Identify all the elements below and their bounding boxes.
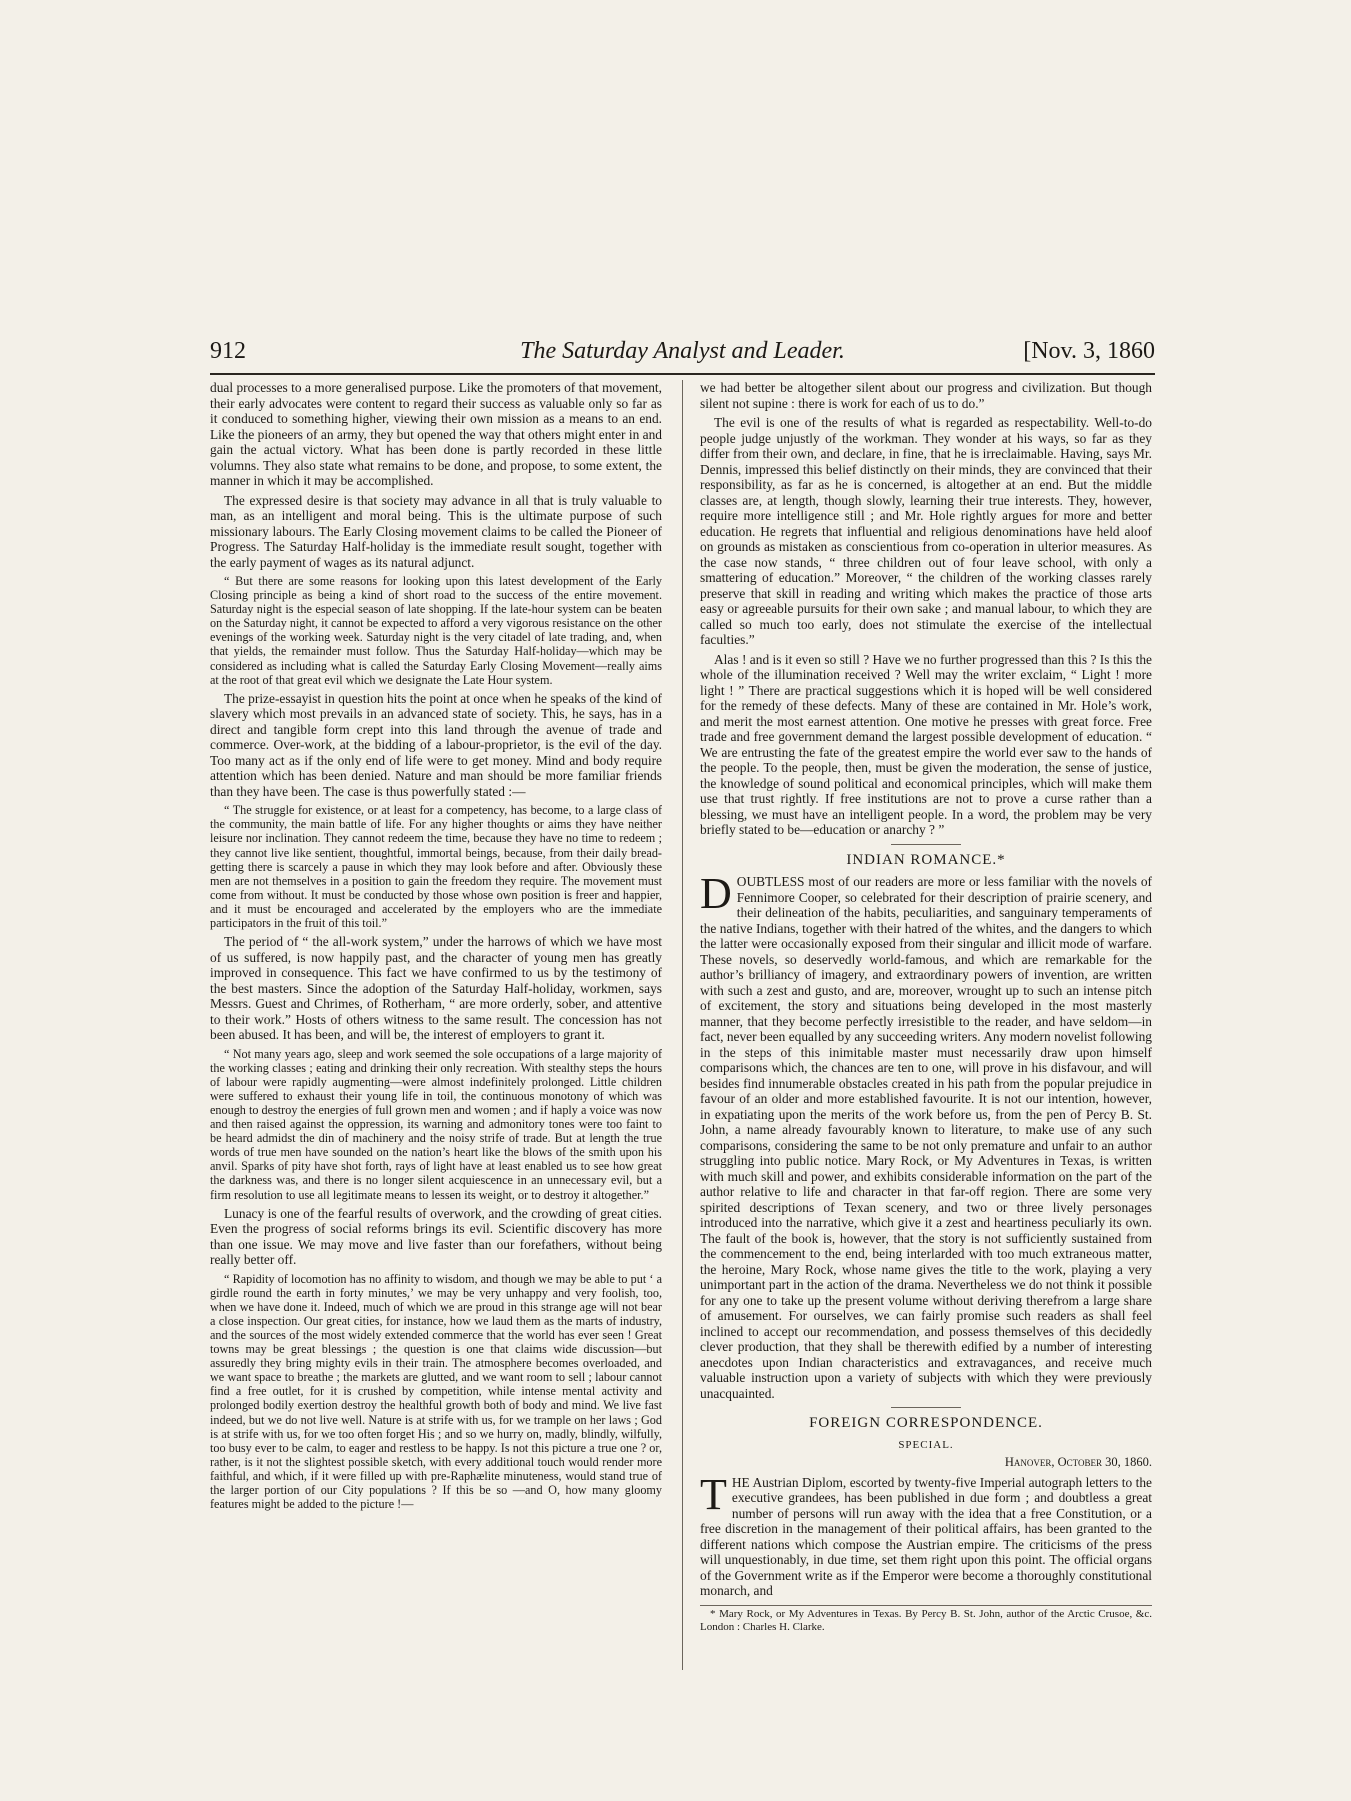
block-quote: “ The struggle for existence, or at least for a competency, has become, to a large class of the community, the main battle of life. For any higher thoughts or aims they have neither leisure nor inclination. They cannot redeem the time, because they have no time to redeem ; they cannot live like sentient, thoughtful, immortal beings, because, from their daily bread-getting there is scarcely a pause in which they may look before and after. Obviously these men are not themselves in a position to gain the freedom they require. The movement must come from without. It must be conducted by those whose own position is freer and happier, and it must be encouraged and accelerated by the employers who are the immediate participators in the fruit of this toil.”	[210, 803, 662, 930]
right-column	[700, 380, 1152, 1680]
paragraph: dual processes to a more generalised purpose. Like the promoters of that movement, their early advocates were content to regard their success as valuable only so far as it conduced to something higher, viewing their own mission as a means to an end. Like the pioneers of an army, they but opened the way that others might enter in and gain the actual victory. What has been done is partly recorded in these little volumns. They also state what remains to be done, and propose, to some extent, the manner in which it may be accomplished.	[210, 380, 662, 488]
dateline: Hanover, October 30, 1860.	[1004, 1455, 1152, 1469]
column-divider	[682, 380, 683, 1670]
paragraph: The expressed desire is that society may advance in all that is truly valuable to man, as an intelligent and moral being. This is the ultimate purpose of such missionary labours. The Early Closing movement claims to be called the Pioneer of Progress. The Saturday Half-holiday is the immediate result sought, together with the early payment of wages as its natural adjunct.	[210, 492, 662, 570]
drop-cap: T	[700, 1469, 727, 1519]
section-heading-foreign-correspondence: FOREIGN CORRESPONDENCE.	[809, 1415, 1043, 1431]
left-column	[210, 380, 662, 1680]
block-quote: “ But there are some reasons for looking upon this latest development of the Early Closing principle as being a kind of short road to the success of the entire movement. Saturday night is the especial season of late shopping. If the late-hour system can be beaten on the Saturday night, it cannot be expected to afford a very vigorous resistance on the other evenings of the working week. Saturday night is the very citadel of late trading, and, when that yields, the remainder must follow. Thus the Saturday Half-holiday—which may be considered as including what is called the Saturday Early Closing Movement—really aims at the root of that great evil which we designate the Late Hour system.	[210, 574, 662, 687]
section-rule	[891, 844, 961, 845]
block-quote: “ Rapidity of locomotion has no affinity to wisdom, and though we may be able to put ‘ a girdle round the earth in forty minutes,’ we may be very unhappy and very foolish, too, when we have done it. Indeed, much of which we are proud in this strange age will not bear a close inspection. Our great cities, for instance, how we laud them as the marts of industry, and the sources of the most widely extended commerce that the world has ever seen ! Great towns may be great blessings ; the question is one that claims wide discussion—but assuredly they bring mighty evils in their train. The atmosphere becomes overloaded, and we want space to breathe ; the markets are glutted, and we want room to sell ; labour cannot find a free outlet, for it is crushed by competition, while intense mental activity and prolonged bodily exertion destroy the healthful growth both of body and mind. We live fast indeed, but we do not live well. Nature is at strife with us, for we trample on her laws ; God is at strife with us, for we too often forget His ; and so we hurry on, madly, blindly, wilfully, too busy ever to be calm, to eager and restless to be happy. Is not this picture a true one ? or, rather, is it not the slightest possible sketch, with every additional touch would render more faithful, and which, if it were filled up with pre-Raphælite minuteness, would stand true of the larger portion of our City populations ? If this be so —and O, how many gloomy features might be added to the picture !—	[210, 1271, 662, 1512]
drop-cap: D	[700, 869, 732, 918]
paragraph: The prize-essayist in question hits the point at once when he speaks of the kind of slavery which most prevails in an advanced state of society. This, he says, has in a direct and tangible form crept into this land through the avenue of trade and commerce. Over-work, at the bidding of a labour-proprietor, is the evil of the day. Too many act as if the only end of life were to get money. Mind and body require attention which has been denied. Nature and man should be more familiar friends than they have been. The case is thus powerfully stated :—	[210, 690, 662, 799]
running-title: The Saturday Analyst and Leader.	[520, 338, 845, 364]
paragraph: Alas ! and is it even so still ? Have we no further progressed than this ? Is this the whole of the illumination received ? Well may the writer exclaim, “ Light ! more light ! ” There are practical suggestions which it is hoped will be well considered for the remedy of these defects. Many of these are contained in Mr. Hole’s work, and merit the most earnest attention. One motive he presses with great force. Free trade and free government demand the largest possible development of education. “ We are entrusting the fate of the greatest empire the world ever saw to the hands of the people. To the people, then, must be given the moderation, the sense of justice, the knowledge of sound political and economical principles, which will make them use that trust rightly. If free institutions are not to prove a curse rather than a blessing, we must have an intelligent people. In a word, the problem may be very briefly stated to be—education or anarchy ? ”	[700, 651, 1152, 837]
section-heading-indian-romance: INDIAN ROMANCE.*	[846, 851, 1006, 868]
footnote: * Mary Rock, or My Adventures in Texas. By Percy B. St. John, author of the Arctic Crusoe, &c. London : Charles H. Clarke.	[700, 1605, 1152, 1634]
page-number: 912	[210, 338, 246, 364]
paragraph	[700, 869, 1152, 1401]
paragraph-text: OUBTLESS most of our readers are more or less familiar with the novels of Fennimore Cooper, so celebrated for their description of prairie scenery, and their delineation of the habits, peculiarities, and sanguinary temperaments of the native Indians, together with their hatred of the whites, and the dangers to which the latter were occasionally exposed from their singular and illicit mode of warfare. These novels, so deservedly world-famous, and which are remarkable for the author’s brilliancy of imagery, and extraordinary powers of invention, are written with such a zest and gusto, and are, moreover, wrought up to such an intense pitch of excitement, the story and situations being developed in the most masterly manner, that they become perfectly irresistible to the reader, and have seldom—in fact, never been equalled by any succeeding writers. Any modern novelist following in the steps of this inimitable master must necessarily draw upon himself comparisons which, the chances are ten to one, will prove in his disfavour, and will besides find innumerable obstacles created in his path from the popular prejudice in favour of an older and more established favourite. It is not our intention, however, in expatiating upon the merits of the work before us, from the pen of Percy B. St. John, a name already favourably known to literature, to make use of any such comparisons, considering the same to be not only premature and unfair to an author struggling into public notice. Mary Rock, or My Adventures in Texas, is written with much skill and power, and exhibits considerable information on the part of the author relative to life and character in that far-off region. There are some very spirited descriptions of Texan scenery, and two or three lively personages introduced into the narrative, which give it a zest and heartiness peculiarly its own. The fault of the book is, however, that the story is not sufficiently sustained from the commencement to the end, being interlarded with too much extraneous matter, the heroine, Mary Rock, whose name gives the title to the work, playing a very unimportant part in the action of the drama. Nevertheless we do not think it possible for any one to take up the present volume without deriving therefrom a large share of amusement. For ourselves, we can fairly promise such readers as shall feel inclined to accept our recommendation, and possess themselves of this decidedly clever production, that they shall be therewith edified by a number of interesting anecdotes upon Indian characteristics and extravagances, and receive much valuable instruction upon a variety of subjects with which they were previously unacquainted.	[700, 874, 1152, 1401]
paragraph	[700, 1469, 1152, 1599]
paragraph: The period of “ the all-work system,” under the harrows of which we have most of us suffered, is now happily past, and the character of young men has greatly improved in consequence. This fact we have confirmed to us by the testimony of the best masters. Since the adoption of the Saturday Half-holiday, workmen, says Messrs. Guest and Chrimes, of Rotherham, “ are more orderly, sober, and attentive to their work.” Hosts of others witness to the same result. The concession has not been abused. It has been, and will be, the interest of employers to grant it.	[210, 934, 662, 1043]
special-label: SPECIAL.	[898, 1438, 954, 1451]
block-quote: “ Not many years ago, sleep and work seemed the sole occupations of a large majority of the working classes ; eating and drinking their only recreation. With stealthy steps the hours of labour were rapidly augmenting—were almost indefinitely prolonged. Little children were suffered to exhaust their young life in toil, the continuous monotony of which was enough to destroy the energies of full grown men and women ; and if haply a voice was now and then raised against the oppression, its warning and admonitory tones were too faint to be heard admidst the din of machinery and the noisy strife of trade. But at length the true words of true men have sounded on the nation’s heart like the blows of the smith upon his anvil. Sparks of pity have shot forth, rays of light have at least enabled us to see how great the darkness was, and there is no longer silent acquiescence in an unnecessary evil, but a firm resolution to use all legitimate means to lessen its weight, or to destroy it altogether.”	[210, 1046, 662, 1202]
paragraph-text: HE Austrian Diplom, escorted by twenty-five Imperial autograph letters to the executive grandees, has been published in due form ; and doubtless a great number of persons will run away with the idea that a free Constitution, or a free discretion in the management of their political affairs, has been granted to the different nations which compose the Austrian empire. The criticisms of the press will unquestionably, in due time, set them right upon this point. The official organs of the Government write as if the Emperor were become a thoroughly constitutional monarch, and	[700, 1474, 1152, 1598]
paragraph: The evil is one of the results of what is regarded as respectability. Well-to-do people judge unjustly of the workman. They wonder at his ways, so far as they differ from their own, and declare, in fine, that he is irreclaimable. Having, says Mr. Dennis, impressed this belief distinctly on their minds, they are convinced that their responsibility, as far as he is concerned, is altogether at an end. But the middle classes are, at length, though slowly, learning their true interests. They, however, require more intelligence still ; and Mr. Hole rightly argues for more and better education. He regrets that influential and religious denominations have held aloof on grounds as mistaken as conscientious from co-operation in ulterior measures. As the case now stands, “ three children out of four leave school, with only a smattering of education.” Moreover, “ the children of the working classes rarely preserve that skill in reading and writing which makes the practice of those arts easy or agreeable pursuits for their own sake ; and manual labour, to which they are called so much too early, does not stimulate the exercise of the intellectual faculties.”	[700, 415, 1152, 647]
paragraph: Lunacy is one of the fearful results of overwork, and the crowding of great cities. Even the progress of social reforms brings its evil. Scientific discovery has more than one issue. We may move and live faster than our forefathers, without being really better off.	[210, 1205, 662, 1268]
page-header	[210, 338, 1155, 370]
section-rule	[891, 1407, 961, 1408]
issue-date: [Nov. 3, 1860	[1023, 338, 1155, 364]
header-rule	[210, 373, 1155, 375]
paragraph: we had better be altogether silent about our progress and civilization. But though silent not supine : there is work for each of us to do.”	[700, 380, 1152, 411]
